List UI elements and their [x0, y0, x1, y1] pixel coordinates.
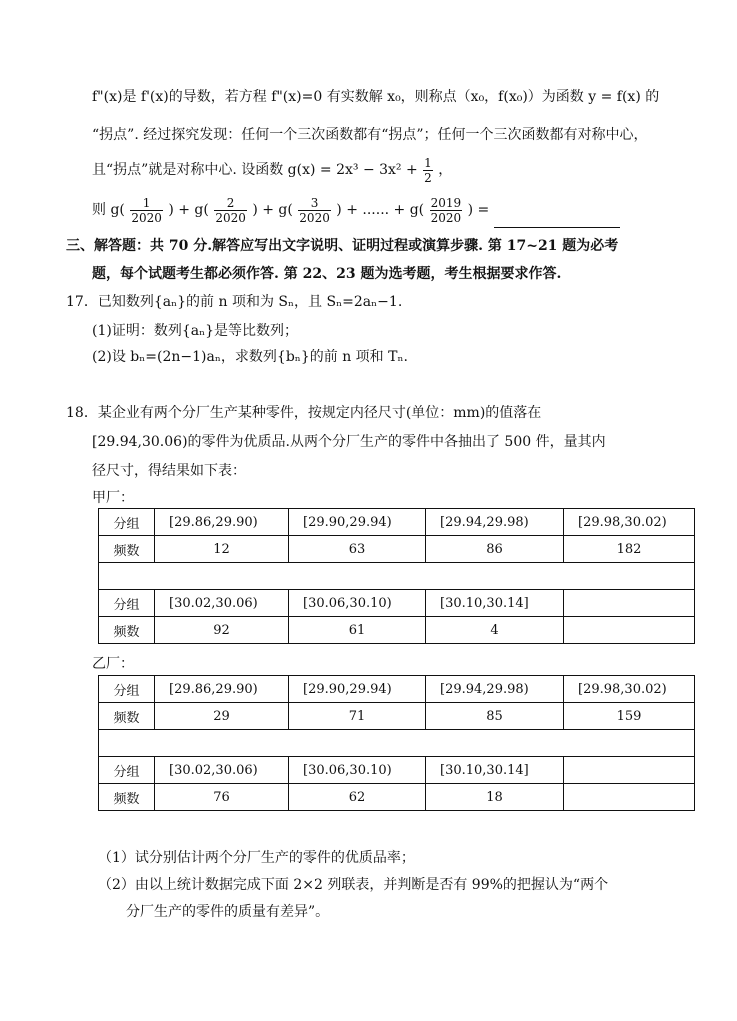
- q18-stem-2: [29.94,30.06)的零件为优质品.从两个分厂生产的零件中各抽出了 500 件，量其内: [92, 434, 606, 450]
- fraction-numerator: 1: [424, 155, 432, 170]
- sum-equals: ) =: [467, 202, 490, 218]
- row-label: 频数: [99, 617, 155, 644]
- table-cell: [564, 784, 695, 811]
- q18-sub-2-line-1: （2）由以上统计数据完成下面 2×2 列联表，并判断是否有 99%的把握认为“两个: [98, 877, 609, 893]
- sum-term-3-num: 3: [298, 196, 331, 211]
- table-cell: 61: [289, 617, 426, 644]
- fraction-half: [423, 156, 433, 185]
- table-cell: [564, 757, 695, 784]
- table-row: [99, 730, 695, 757]
- table-cell: [29.94,29.98): [426, 676, 564, 703]
- table-cell: [30.02,30.06): [155, 590, 289, 617]
- q17-part-2: (2)设 bₙ=(2n−1)aₙ，求数列{bₙ}的前 n 项和 Tₙ.: [92, 349, 408, 365]
- table-spacer-row: [99, 563, 695, 590]
- section-3-heading: 三、解答题：共 70 分.解答应写出文字说明、证明过程或演算步骤. 第 17~21 题为必考: [66, 238, 619, 254]
- sum-plus-1: ) + g(: [168, 202, 209, 218]
- table-cell: [30.06,30.10): [289, 590, 426, 617]
- table-cell: 4: [426, 617, 564, 644]
- table-cell: [30.02,30.06): [155, 757, 289, 784]
- factory-b-table: [98, 675, 695, 811]
- q18-sub-1: （1）试分别估计两个分厂生产的零件的优质品率；: [98, 850, 415, 866]
- sum-term-2-num: 2: [214, 196, 247, 211]
- intro-line-2: “拐点”. 经过探究发现：任何一个三次函数都有“拐点”；任何一个三次函数都有对称中心，: [92, 127, 648, 143]
- table-row: [99, 676, 695, 703]
- table-cell: [564, 617, 695, 644]
- q18-sub-2-line-2: 分厂生产的零件的质量有差异”。: [126, 904, 330, 920]
- table-cell: 92: [155, 617, 289, 644]
- sum-term-1-den: 2020: [131, 210, 162, 225]
- row-label: 频数: [99, 784, 155, 811]
- q18-stem-3: 径尺寸，得结果如下表：: [92, 463, 246, 479]
- table-cell: [29.98,30.02): [564, 676, 695, 703]
- q17-part-1: (1)证明：数列{aₙ}是等比数列；: [92, 323, 299, 339]
- sum-term-last: [430, 196, 463, 225]
- row-label: 分组: [99, 757, 155, 784]
- table-cell: 63: [289, 536, 426, 563]
- table-cell: [29.90,29.94): [289, 676, 426, 703]
- table-cell: [30.06,30.10): [289, 757, 426, 784]
- sum-term-1-num: 1: [130, 196, 163, 211]
- table-cell: [29.90,29.94): [289, 509, 426, 536]
- intro-line-3: [92, 152, 452, 188]
- answer-blank: [494, 213, 620, 228]
- table-cell: [30.10,30.14]: [426, 590, 564, 617]
- row-label: 分组: [99, 590, 155, 617]
- row-label: 频数: [99, 703, 155, 730]
- table-cell: 62: [289, 784, 426, 811]
- factory-a-table: [98, 508, 695, 644]
- fraction-denominator: 2: [424, 170, 432, 185]
- table-row: [99, 757, 695, 784]
- table-cell: 18: [426, 784, 564, 811]
- table-cell: [564, 590, 695, 617]
- sum-term-last-num: 2019: [430, 195, 462, 210]
- table-row: [99, 617, 695, 644]
- intro-line-1: f"(x)是 f'(x)的导数，若方程 f"(x)=0 有实数解 x₀，则称点（x₀，f(x₀)）为函数 y = f(x) 的: [92, 89, 660, 105]
- sum-prefix: 则 g(: [92, 202, 125, 218]
- table-cell: 85: [426, 703, 564, 730]
- table-cell: 71: [289, 703, 426, 730]
- table-cell: [29.98,30.02): [564, 509, 695, 536]
- sum-plus-2: ) + g(: [252, 202, 293, 218]
- intro-line-3-suffix: ，: [438, 162, 453, 178]
- intro-line-3-text: 且“拐点”就是对称中心. 设函数 g(x) = 2x³ − 3x² +: [92, 162, 418, 178]
- row-label: 频数: [99, 536, 155, 563]
- table-cell: 29: [155, 703, 289, 730]
- q18-stem-1: 18．某企业有两个分厂生产某种零件，按规定内径尺寸(单位：mm)的值落在: [66, 405, 542, 421]
- sum-term-3-den: 2020: [299, 210, 330, 225]
- table-row: [99, 536, 695, 563]
- table-cell: [29.94,29.98): [426, 509, 564, 536]
- sum-term-1: [130, 196, 163, 225]
- table-row: [99, 509, 695, 536]
- table-row: [99, 563, 695, 590]
- section-3-heading-cont: 题，每个试题考生都必须作答. 第 22、23 题为选考题，考生根据要求作答.: [92, 266, 562, 282]
- row-label: 分组: [99, 676, 155, 703]
- sum-dots: ) + ...... + g(: [336, 202, 425, 218]
- factory-b-label: 乙厂：: [92, 656, 134, 672]
- table-cell: 159: [564, 703, 695, 730]
- q17-stem: 17．已知数列{aₙ}的前 n 项和为 Sₙ，且 Sₙ=2aₙ−1.: [66, 294, 403, 310]
- sum-term-last-den: 2020: [430, 210, 462, 225]
- table-cell: [30.10,30.14]: [426, 757, 564, 784]
- table-row: [99, 590, 695, 617]
- sum-term-3: [298, 196, 331, 225]
- sum-term-2-den: 2020: [215, 210, 246, 225]
- factory-a-label: 甲厂：: [92, 490, 134, 506]
- table-cell: [29.86,29.90): [155, 509, 289, 536]
- intro-line-4: [92, 192, 620, 228]
- table-cell: [29.86,29.90): [155, 676, 289, 703]
- table-row: [99, 784, 695, 811]
- table-cell: 86: [426, 536, 564, 563]
- table-cell: 182: [564, 536, 695, 563]
- row-label: 分组: [99, 509, 155, 536]
- table-cell: 76: [155, 784, 289, 811]
- table-cell: 12: [155, 536, 289, 563]
- table-spacer-row: [99, 730, 695, 757]
- sum-term-2: [214, 196, 247, 225]
- table-row: [99, 703, 695, 730]
